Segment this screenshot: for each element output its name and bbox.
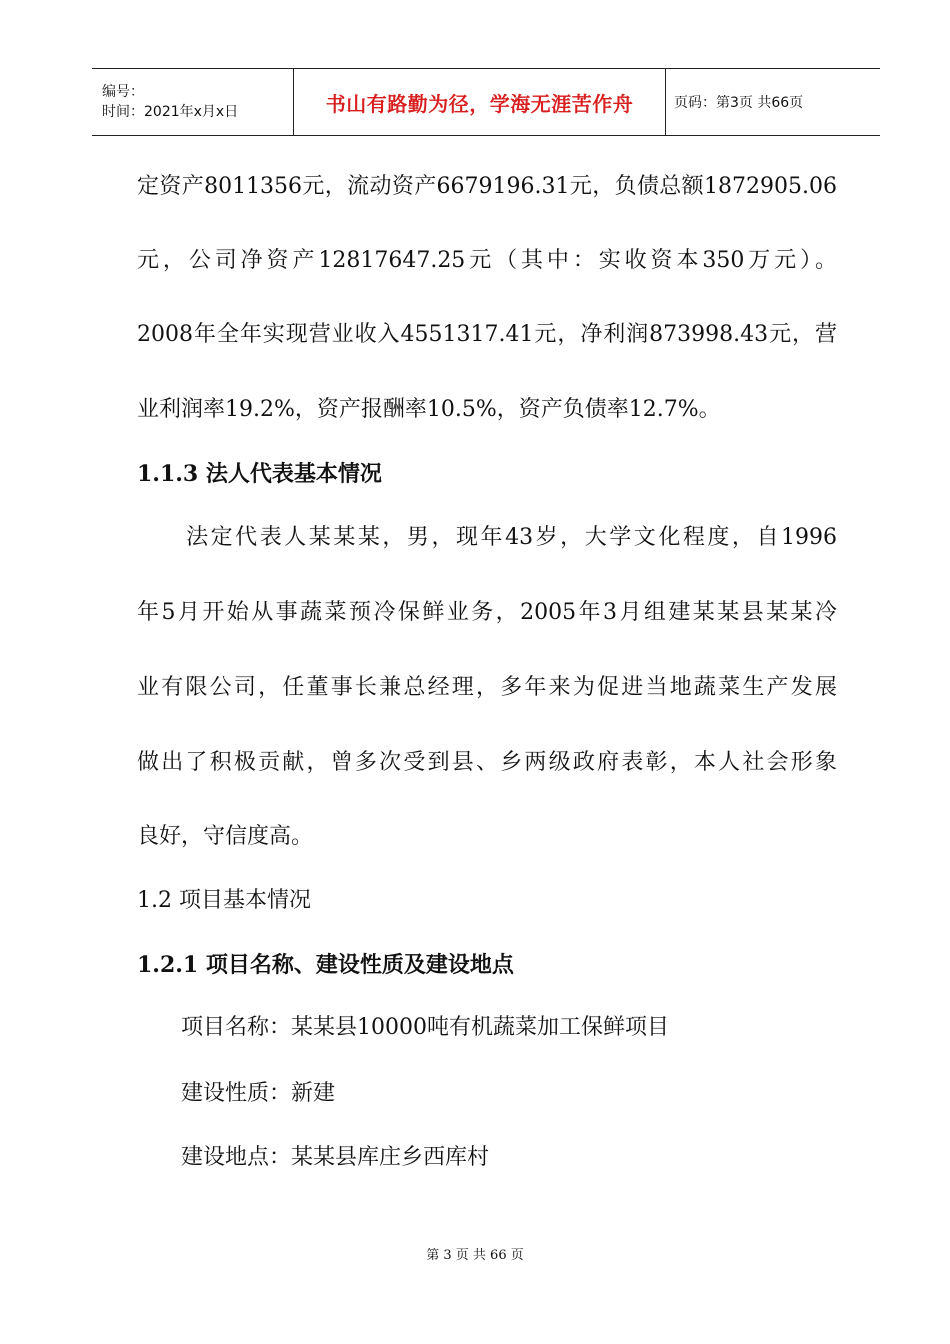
motto: 书山有路勤为径，学海无涯苦作舟 [325,91,634,116]
header-page-info: 页码：第3页 共66页 [674,95,804,111]
paragraph-line: 良好，守信度高。 [137,824,314,849]
paragraph-line: 业有限公司，任董事长兼总经理，多年来为促进当地蔬菜生产发展 [137,675,837,700]
construction-nature-line: 建设性质：新建 [137,1081,336,1106]
section-heading-1-1-3: 1.1.3 法人代表基本情况 [137,461,382,487]
paragraph-line: 定资产8011356元，流动资产6679196.31元，负债总额1872905.06 [137,174,837,199]
paragraph-line: 法定代表人某某某，男，现年43岁，大学文化程度，自1996 [137,525,837,550]
project-name-line: 项目名称：某某县10000吨有机蔬菜加工保鲜项目 [137,1015,669,1040]
section-heading-1-2: 1.2 项目基本情况 [137,888,311,913]
paragraph-line: 业利润率19.2%，资产报酬率10.5%，资产负债率12.7%。 [137,397,721,422]
paragraph-line: 元，公司净资产12817647.25元（其中：实收资本350万元）。 [137,248,837,273]
header-page-cell [666,69,880,135]
header-meta [92,69,293,135]
paragraph-line: 做出了积极贡献，曾多次受到县、乡两级政府表彰，本人社会形象 [137,750,837,775]
section-heading-1-2-1: 1.2.1 项目名称、建设性质及建设地点 [137,952,514,978]
time-label: 时间：2021年x月x日 [102,104,239,120]
construction-location-line: 建设地点：某某县库庄乡西库村 [137,1145,490,1170]
number-label: 编号： [102,84,144,100]
header-motto-cell [293,69,666,135]
page-header [92,68,880,136]
paragraph-line: 2008年全年实现营业收入4551317.41元，净利润873998.43元，营 [137,322,837,347]
paragraph-line: 年5月开始从事蔬菜预冷保鲜业务，2005年3月组建某某县某某冷 [137,600,837,625]
page-footer: 第 3 页 共 66 页 [426,1248,524,1263]
